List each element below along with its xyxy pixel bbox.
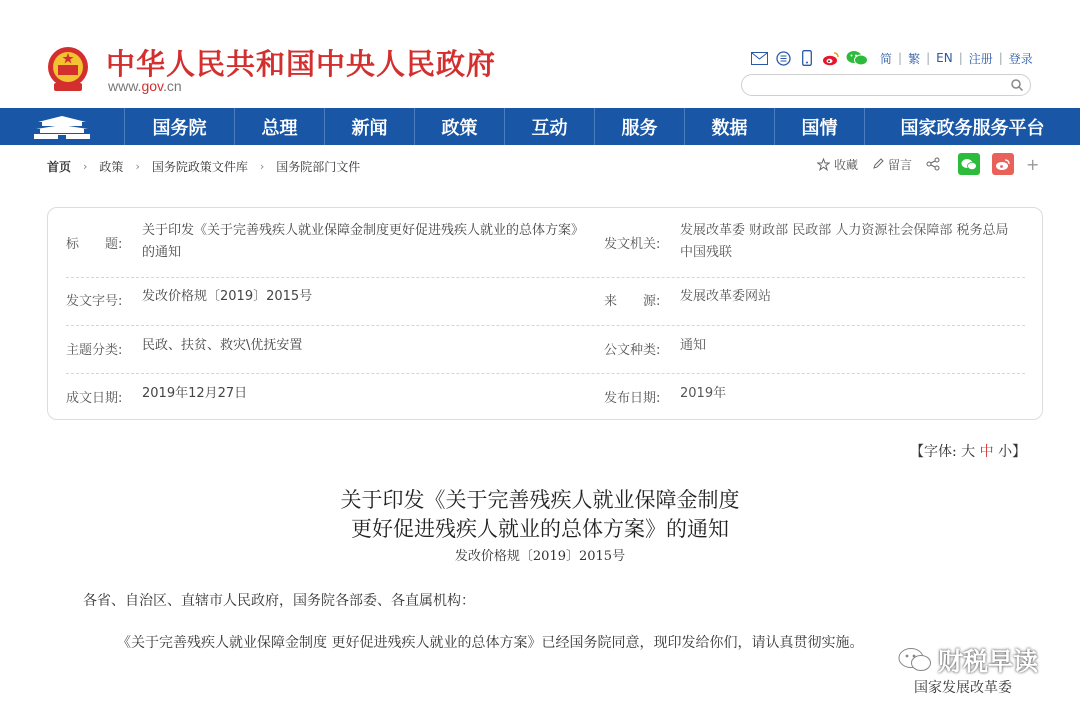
- breadcrumb-policy[interactable]: 政策: [99, 160, 124, 174]
- date-value: 2019年12月27日: [142, 386, 248, 401]
- pencil-icon: [872, 158, 884, 170]
- nav-home[interactable]: [0, 108, 125, 145]
- comment-label: 留言: [888, 157, 913, 172]
- site-header: [0, 0, 1080, 108]
- separator: |: [926, 51, 931, 65]
- document-body: 《关于完善残疾人就业保障金制度 更好促进残疾人就业的总体方案》已经国务院同意，现印发给你们，请认真贯彻实施。: [117, 635, 864, 651]
- font-control-prefix: 【字体:: [910, 444, 957, 460]
- nav-service[interactable]: 服务: [595, 108, 685, 145]
- breadcrumb: [47, 158, 360, 175]
- date-label: 成文日期:: [66, 391, 123, 406]
- breadcrumb-home[interactable]: 首页: [47, 160, 72, 174]
- nav-government-service-platform[interactable]: 国家政务服务平台: [900, 117, 1045, 139]
- site-title[interactable]: 中华人民共和国中央人民政府: [106, 47, 497, 81]
- main-nav: [0, 108, 1080, 145]
- breadcrumb-department-docs[interactable]: 国务院部门文件: [276, 160, 361, 174]
- weibo-icon[interactable]: [822, 50, 840, 66]
- search-icon[interactable]: [1010, 78, 1024, 92]
- domain-suffix: .cn: [163, 78, 182, 94]
- lang-traditional[interactable]: 繁: [908, 51, 921, 66]
- document-info-box: [47, 207, 1043, 420]
- clock-icon[interactable]: [774, 50, 792, 66]
- favorite-button[interactable]: [817, 156, 858, 173]
- category-value: 民政、扶贫、救灾\优抚安置: [142, 338, 303, 353]
- doc-no-label: 发文字号:: [66, 294, 123, 309]
- nav-premier[interactable]: 总理: [235, 108, 325, 145]
- comment-button[interactable]: [872, 156, 912, 173]
- doc-no-value: 发改价格规〔2019〕2015号: [142, 289, 313, 304]
- favorite-label: 收藏: [834, 157, 859, 172]
- publish-value: 2019年: [680, 386, 727, 401]
- document-salutation: 各省、自治区、直辖市人民政府，国务院各部委、各直属机构：: [83, 593, 475, 609]
- tiananmen-icon: [32, 114, 92, 140]
- source-label: 来 源:: [604, 294, 661, 309]
- issuer-label: 发文机关:: [604, 237, 661, 252]
- domain-prefix: www.: [108, 78, 142, 94]
- nav-national-info[interactable]: 国情: [775, 108, 865, 145]
- mail-icon[interactable]: [750, 50, 768, 66]
- header-tools: [750, 48, 1033, 68]
- document-number: 发改价格规〔2019〕2015号: [454, 549, 626, 564]
- category-label: 主题分类:: [66, 343, 123, 358]
- star-icon: [817, 158, 830, 171]
- title-value: 关于印发《关于完善残疾人就业保障金制度更好促进残疾人就业的总体方案》的通知: [142, 223, 578, 260]
- row-divider: [66, 277, 1025, 278]
- doc-type-value: 通知: [680, 338, 707, 353]
- source-value: 发展改革委网站: [680, 289, 772, 304]
- nav-interaction[interactable]: 互动: [505, 108, 595, 145]
- document-title-line-2: 更好促进残疾人就业的总体方案》的通知: [351, 517, 729, 541]
- wechat-share-icon[interactable]: [958, 153, 980, 175]
- watermark-main-text: 财税早读: [938, 647, 1039, 676]
- lang-english[interactable]: EN: [936, 51, 953, 65]
- plus-icon[interactable]: +: [1026, 154, 1040, 174]
- info-row-title: [66, 220, 1025, 266]
- watermark: [898, 642, 1038, 678]
- site-domain: [108, 78, 182, 94]
- nav-state-council[interactable]: 国务院: [125, 108, 235, 145]
- nav-data[interactable]: 数据: [685, 108, 775, 145]
- share-icon[interactable]: [926, 157, 944, 171]
- chevron-right-icon: ›: [259, 160, 265, 173]
- separator: |: [958, 51, 963, 65]
- domain-accent: gov: [141, 78, 163, 94]
- font-small-button[interactable]: 小: [998, 444, 1013, 460]
- nav-news[interactable]: 新闻: [325, 108, 415, 145]
- issuer-value: 发展改革委 财政部 民政部 人力资源社会保障部 税务总局 中国残联: [680, 223, 1009, 260]
- wechat-watermark-icon: [898, 647, 932, 673]
- publish-label: 发布日期:: [604, 391, 661, 406]
- search-input[interactable]: [741, 74, 1031, 96]
- watermark-sub-text: 国家发展改革委: [914, 680, 1012, 696]
- national-emblem-icon[interactable]: [46, 45, 90, 93]
- document-title-line-1: 关于印发《关于完善残疾人就业保障金制度: [340, 488, 740, 512]
- row-divider: [66, 325, 1025, 326]
- title-label: 标 题:: [66, 237, 123, 252]
- nav-policy[interactable]: 政策: [415, 108, 505, 145]
- lang-simplified[interactable]: 简: [880, 51, 893, 66]
- row-divider: [66, 373, 1025, 374]
- doc-type-label: 公文种类:: [604, 343, 661, 358]
- weibo-share-icon[interactable]: [992, 153, 1014, 175]
- login-link[interactable]: 登录: [1008, 51, 1033, 66]
- font-large-button[interactable]: 大: [961, 444, 976, 460]
- chevron-right-icon: ›: [83, 160, 88, 173]
- breadcrumb-policy-library[interactable]: 国务院政策文件库: [151, 160, 248, 174]
- share-toolbar: [817, 153, 1039, 175]
- separator: |: [998, 51, 1003, 65]
- mobile-icon[interactable]: [798, 50, 816, 66]
- wechat-icon[interactable]: [846, 50, 868, 66]
- register-link[interactable]: 注册: [968, 51, 993, 66]
- separator: |: [898, 51, 903, 65]
- font-medium-button[interactable]: 中: [979, 444, 994, 460]
- chevron-right-icon: ›: [135, 160, 140, 173]
- font-control-suffix: 】: [1012, 444, 1027, 460]
- font-size-control: [910, 441, 1026, 461]
